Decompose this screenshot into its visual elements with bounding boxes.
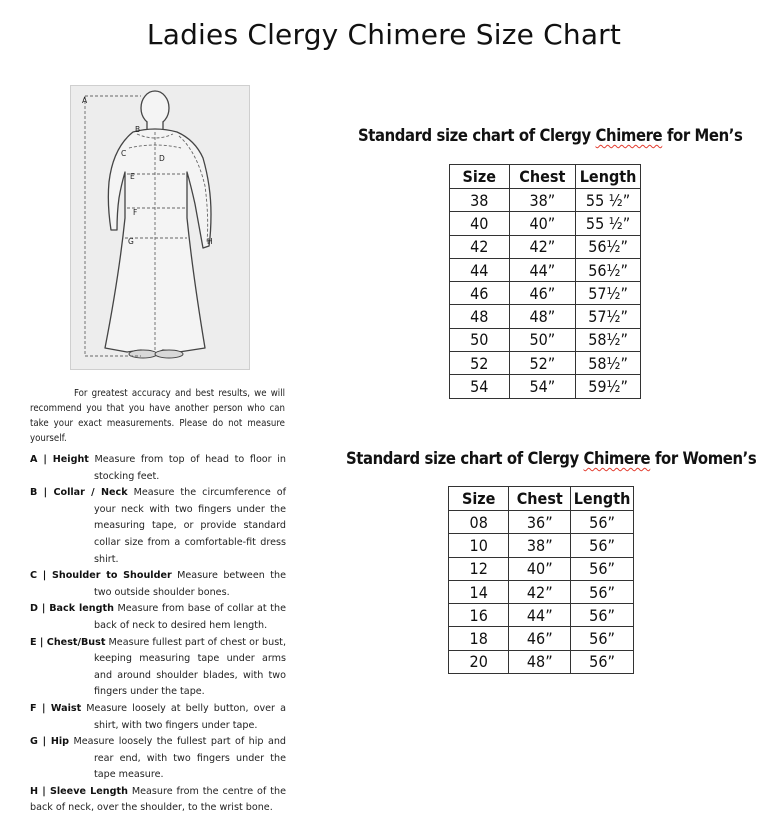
table-row (450, 235, 641, 258)
measurement-figure (70, 85, 250, 370)
chest-cell: 40” (509, 557, 571, 580)
instruction-code: D | Back length (30, 603, 114, 615)
column-header-size: Size (450, 165, 510, 189)
instruction-text: Measure loosely the fullest part of hip and rear end, with two fingers under the tape measure. (69, 736, 286, 781)
size-cell: 42 (450, 235, 510, 258)
chest-cell: 44” (509, 604, 571, 627)
chest-cell: 42” (509, 235, 576, 258)
figure-label-g: G (128, 237, 134, 246)
table-header-row (449, 487, 634, 511)
figure-label-b: B (135, 125, 141, 134)
instruction-text: Measure from the centre of the back of neck, over the shoulder, to the wrist bone. (30, 785, 286, 814)
size-cell: 54 (450, 375, 510, 398)
size-cell: 10 (449, 534, 509, 557)
length-cell: 56” (571, 650, 634, 673)
measurement-instructions (30, 452, 286, 817)
chest-cell: 50” (509, 328, 576, 351)
length-cell: 59½” (576, 375, 641, 398)
size-cell: 14 (449, 580, 509, 603)
instruction-collar (30, 485, 286, 568)
figure-label-a: A (82, 96, 88, 105)
figure-label-d: D (159, 154, 165, 163)
chest-cell: 48” (509, 305, 576, 328)
womens-heading-flagged-word: Chimere (583, 449, 651, 468)
length-cell: 58½” (576, 352, 641, 375)
chest-cell: 46” (509, 627, 571, 650)
column-header-chest: Chest (509, 165, 576, 189)
instruction-waist (30, 701, 286, 734)
womens-size-table (448, 486, 634, 674)
instruction-text: Measure fullest part of chest or bust, keeping measuring tape under arms and around shoulder blades, with two fingers under the tape. (94, 636, 286, 698)
instruction-code: H | Sleeve Length (30, 785, 128, 797)
figure-label-c: C (121, 149, 127, 158)
womens-heading-text: Standard size chart of Clergy (346, 449, 584, 468)
size-cell: 48 (450, 305, 510, 328)
length-cell: 57½” (576, 282, 641, 305)
size-cell: 50 (450, 328, 510, 351)
page-title: Ladies Clergy Chimere Size Chart (146, 18, 622, 51)
instruction-text: Measure the circumference of your neck with two fingers under the measuring tape, or provide standard collar size from a comfortable-fit dress shirt. (94, 487, 286, 565)
size-cell: 12 (449, 557, 509, 580)
table-row (449, 557, 634, 580)
length-cell: 56” (571, 534, 634, 557)
figure-label-f: F (133, 208, 138, 217)
length-cell: 58½” (576, 328, 641, 351)
instructions-intro: For greatest accuracy and best results, we will recommend you that you have another person who can take your exact measurements. Please do not measure yourself. (30, 388, 285, 444)
chest-cell: 36” (509, 511, 571, 534)
instruction-sleeve (30, 784, 286, 817)
length-cell: 56” (571, 580, 634, 603)
size-cell: 08 (449, 511, 509, 534)
chest-cell: 38” (509, 189, 576, 212)
table-row (449, 650, 634, 673)
table-row (450, 305, 641, 328)
length-cell: 57½” (576, 305, 641, 328)
instruction-hip (30, 734, 286, 784)
table-row (449, 511, 634, 534)
instruction-code: A | Height (30, 454, 89, 465)
table-row (450, 212, 641, 235)
chest-cell: 38” (509, 534, 571, 557)
figure-label-e: E (130, 172, 135, 181)
size-cell: 16 (449, 604, 509, 627)
instruction-code: G | Hip (30, 736, 70, 748)
instruction-code: F | Waist (30, 702, 82, 714)
instruction-chest (30, 635, 286, 701)
table-row (450, 352, 641, 375)
instruction-back-length (30, 601, 286, 634)
column-header-size: Size (449, 487, 509, 511)
chest-cell: 48” (509, 650, 571, 673)
table-row (450, 282, 641, 305)
length-cell: 56” (571, 604, 634, 627)
instruction-text: Measure from base of collar at the back of neck to desired hem length. (94, 603, 287, 631)
chest-cell: 46” (509, 282, 576, 305)
chest-cell: 52” (509, 352, 576, 375)
instruction-code: E | Chest/Bust (30, 636, 106, 648)
table-header-row (450, 165, 641, 189)
womens-chart-heading (346, 449, 756, 468)
mens-chart-heading (358, 126, 742, 145)
length-cell: 56½” (576, 258, 641, 281)
column-header-length: Length (576, 165, 641, 189)
table-row (450, 189, 641, 212)
table-row (449, 580, 634, 603)
instruction-height (30, 452, 286, 485)
length-cell: 56” (571, 511, 634, 534)
instruction-code: B | Collar / Neck (30, 487, 128, 499)
mens-heading-text: Standard size chart of Clergy (358, 126, 596, 145)
mens-heading-suffix: for Men’s (662, 126, 743, 145)
length-cell: 55 ½” (576, 212, 641, 235)
size-cell: 52 (450, 352, 510, 375)
column-header-chest: Chest (509, 487, 571, 511)
chest-cell: 54” (509, 375, 576, 398)
length-cell: 56½” (576, 235, 641, 258)
figure-label-h: H (207, 237, 213, 246)
mens-size-table (449, 164, 641, 399)
length-cell: 56” (571, 557, 634, 580)
size-cell: 18 (449, 627, 509, 650)
size-cell: 40 (450, 212, 510, 235)
table-row (449, 627, 634, 650)
instruction-text: Measure from top of head to floor in stocking feet. (88, 454, 286, 482)
chest-cell: 42” (509, 580, 571, 603)
mens-heading-flagged-word: Chimere (595, 126, 663, 145)
size-cell: 46 (450, 282, 510, 305)
size-cell: 44 (450, 258, 510, 281)
instruction-code: C | Shoulder to Shoulder (30, 570, 172, 582)
instruction-text: Measure loosely at belly button, over a shirt, with two fingers under tape. (81, 702, 286, 731)
chest-cell: 44” (509, 258, 576, 281)
instruction-text: Measure between the two outside shoulder bones. (94, 570, 286, 598)
column-header-length: Length (571, 487, 634, 511)
chest-cell: 40” (509, 212, 576, 235)
womens-heading-suffix: for Women’s (650, 449, 757, 468)
length-cell: 55 ½” (576, 189, 641, 212)
size-cell: 20 (449, 650, 509, 673)
table-row (450, 328, 641, 351)
table-row (450, 375, 641, 398)
size-cell: 38 (450, 189, 510, 212)
table-row (449, 604, 634, 627)
instruction-shoulder (30, 568, 286, 601)
chimere-silhouette (71, 86, 249, 369)
table-row (450, 258, 641, 281)
length-cell: 56” (571, 627, 634, 650)
table-row (449, 534, 634, 557)
